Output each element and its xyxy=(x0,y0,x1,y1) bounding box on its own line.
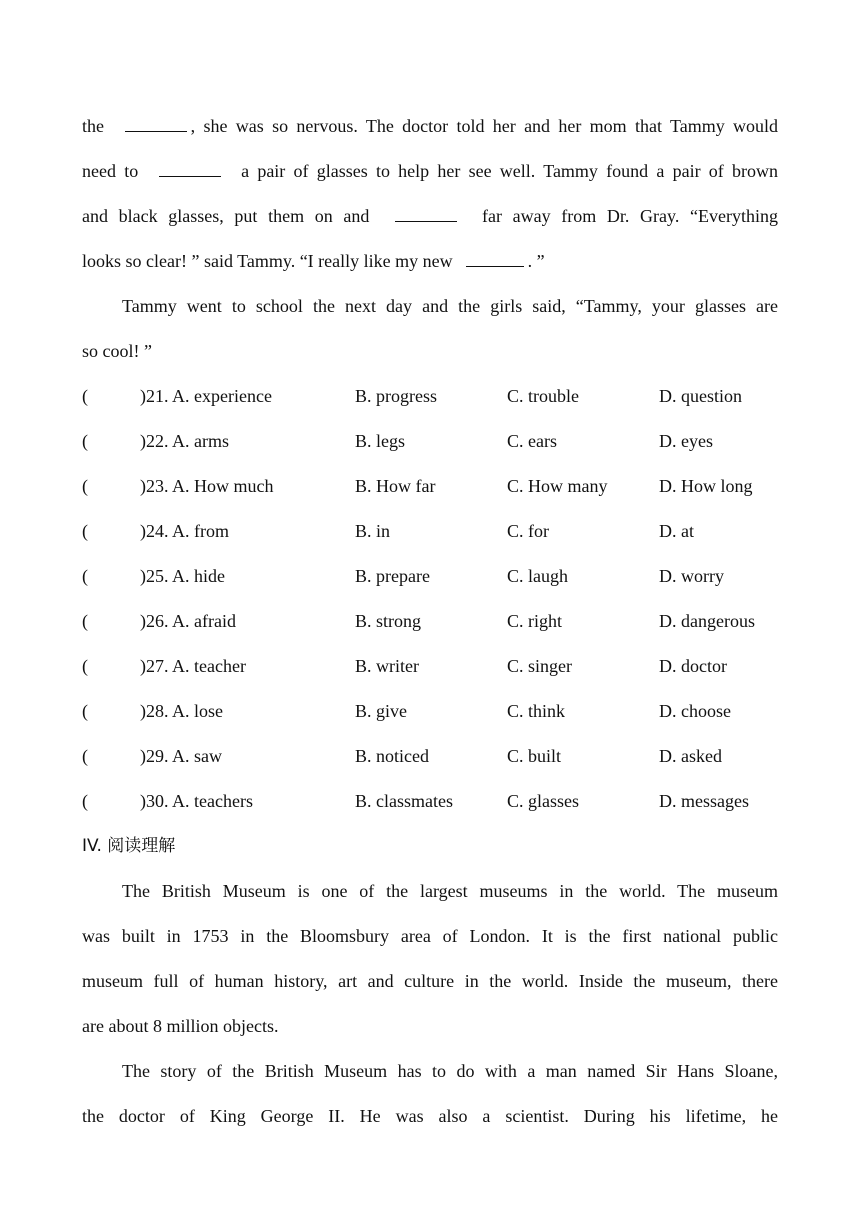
option-c: C. laugh xyxy=(507,566,568,586)
question-row xyxy=(82,599,778,644)
option-b: B. give xyxy=(355,701,407,721)
passage-text: , she was so nervous. The doctor told her and her mom that Tammy would xyxy=(190,116,779,136)
option-b: B. in xyxy=(355,521,391,541)
option-d: D. doctor xyxy=(659,656,727,676)
option-d: D. messages xyxy=(659,791,749,811)
option-a: )26. A. afraid xyxy=(140,611,236,631)
question-row xyxy=(82,419,778,464)
answer-blank xyxy=(395,220,457,222)
option-b: B. classmates xyxy=(355,791,453,811)
passage-text: far away from Dr. Gray. “Everything xyxy=(482,206,778,226)
reading-line: are about 8 million objects. xyxy=(82,1016,279,1036)
option-b: B. noticed xyxy=(355,746,429,766)
answer-blank xyxy=(159,175,221,177)
option-b: B. progress xyxy=(355,386,437,406)
option-c: C. for xyxy=(507,521,549,541)
reading-line: museum full of human history, art and culture in the world. Inside the museum, there xyxy=(82,971,778,991)
answer-paren[interactable]: ( xyxy=(82,746,88,766)
answer-paren[interactable]: ( xyxy=(82,431,88,451)
option-a: )22. A. arms xyxy=(140,431,229,451)
answer-paren[interactable]: ( xyxy=(82,791,88,811)
option-a: )27. A. teacher xyxy=(140,656,246,676)
reading-line: The British Museum is one of the largest museums in the world. The museum xyxy=(122,881,778,901)
answer-paren[interactable]: ( xyxy=(82,476,88,496)
passage-text: Tammy went to school the next day and the girls said, “Tammy, your glasses are xyxy=(122,296,778,316)
option-a: )25. A. hide xyxy=(140,566,225,586)
answer-paren[interactable]: ( xyxy=(82,521,88,541)
option-b: B. strong xyxy=(355,611,422,631)
option-d: D. worry xyxy=(659,566,724,586)
option-b: B. writer xyxy=(355,656,419,676)
option-a: )28. A. lose xyxy=(140,701,223,721)
reading-line: The story of the British Museum has to do with a man named Sir Hans Sloane, xyxy=(122,1061,778,1081)
answer-paren[interactable]: ( xyxy=(82,566,88,586)
reading-line: was built in 1753 in the Bloomsbury area of London. It is the first national public xyxy=(82,926,778,946)
question-row xyxy=(82,689,778,734)
passage-text: the xyxy=(82,116,104,136)
passage-text: . ” xyxy=(527,251,545,271)
option-c: C. think xyxy=(507,701,566,721)
passage-text: so cool! ” xyxy=(82,341,152,361)
answer-paren[interactable]: ( xyxy=(82,386,88,406)
option-c: C. right xyxy=(507,611,563,631)
option-b: B. prepare xyxy=(355,566,430,586)
passage-line xyxy=(82,149,778,194)
passage-line xyxy=(82,329,778,374)
question-row xyxy=(82,644,778,689)
option-a: )21. A. experience xyxy=(140,386,272,406)
option-a: )23. A. How much xyxy=(140,476,274,496)
document-page xyxy=(82,104,778,1139)
passage-line xyxy=(82,239,778,284)
option-d: D. choose xyxy=(659,701,731,721)
option-c: C. built xyxy=(507,746,562,766)
passage-text: looks so clear! ” said Tammy. “I really like my new xyxy=(82,251,453,271)
option-d: D. How long xyxy=(659,476,753,496)
question-row xyxy=(82,509,778,554)
option-d: D. dangerous xyxy=(659,611,755,631)
option-b: B. legs xyxy=(355,431,406,451)
option-b: B. How far xyxy=(355,476,436,496)
option-a: )30. A. teachers xyxy=(140,791,253,811)
passage-line xyxy=(82,284,778,329)
option-d: D. asked xyxy=(659,746,722,766)
option-a: )29. A. saw xyxy=(140,746,222,766)
answer-blank xyxy=(466,265,524,267)
passage-line xyxy=(82,194,778,239)
passage-text: a pair of glasses to help her see well. Tammy found a pair of brown xyxy=(241,161,778,181)
option-c: C. singer xyxy=(507,656,572,676)
option-d: D. question xyxy=(659,386,742,406)
option-d: D. eyes xyxy=(659,431,713,451)
option-c: C. trouble xyxy=(507,386,579,406)
passage-text: need to xyxy=(82,161,139,181)
answer-paren[interactable]: ( xyxy=(82,611,88,631)
option-d: D. at xyxy=(659,521,694,541)
passage-line xyxy=(82,104,778,149)
option-c: C. ears xyxy=(507,431,557,451)
option-c: C. glasses xyxy=(507,791,579,811)
question-list xyxy=(82,374,778,824)
answer-blank xyxy=(125,130,187,132)
question-row xyxy=(82,464,778,509)
answer-paren[interactable]: ( xyxy=(82,656,88,676)
question-row xyxy=(82,779,778,824)
question-row xyxy=(82,554,778,599)
section-heading: IV. 阅读理解 xyxy=(82,836,176,856)
answer-paren[interactable]: ( xyxy=(82,701,88,721)
passage-text: and black glasses, put them on and xyxy=(82,206,370,226)
reading-line: the doctor of King George II. He was also a scientist. During his lifetime, he xyxy=(82,1106,778,1126)
question-row xyxy=(82,374,778,419)
question-row xyxy=(82,734,778,779)
option-c: C. How many xyxy=(507,476,608,496)
option-a: )24. A. from xyxy=(140,521,229,541)
